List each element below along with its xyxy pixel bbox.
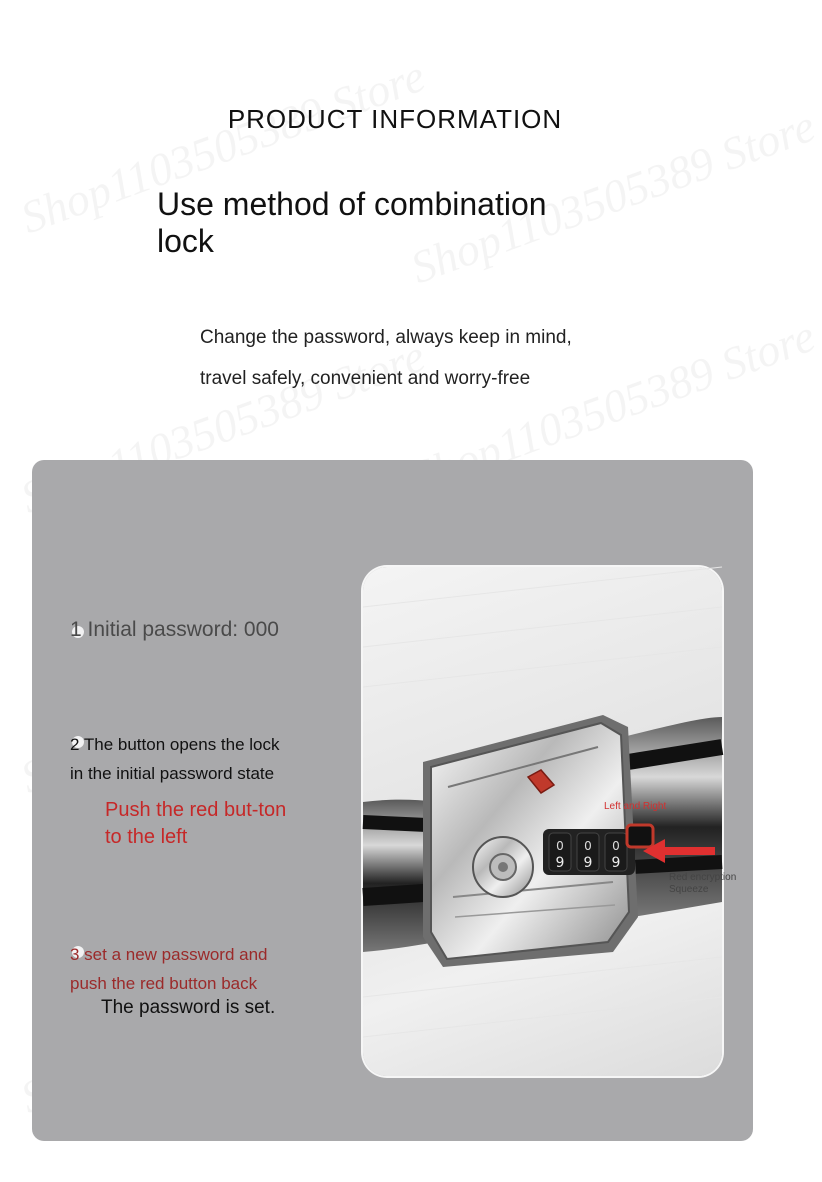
dial-digit: 9 [555,855,565,871]
dial-digit: 9 [611,855,621,871]
step-2-line-1: 2 The button opens the lock [70,735,280,754]
page-title: PRODUCT INFORMATION [227,104,563,134]
dial-digit: 0 [556,839,564,853]
step-2-text [70,730,280,788]
step-3-line-1: 3 set a new password and [70,945,268,964]
red-encryption-label-line-1: Red encryption [669,872,737,883]
dial-wheels [543,829,635,875]
slogan-line-1: Change the password, always keep in mind, [200,327,572,348]
step-3-line-2: push the red button back [70,974,258,993]
left-and-right-label: Left and Right [604,801,667,812]
step-3-tail: The password is set. [101,997,276,1018]
red-slide-button [627,825,653,847]
dial-digit: 0 [584,839,592,853]
dial-digit: 0 [612,839,620,853]
step-1-text: 1 Initial password: 000 [70,618,279,641]
section-subtitle: Use method of combination lock [157,186,547,259]
push-red-button-note: Push the red but-ton to the left [105,799,287,848]
red-encryption-label-line-2: Squeeze [669,884,709,895]
red-encryption-label [669,872,736,896]
step-3-text [70,940,268,998]
lock-photo [363,567,737,1076]
combination-lock-illustration [363,567,722,1076]
slogan-line-2: travel safely, convenient and worry-free [200,368,531,389]
step-2-line-2: in the initial password state [70,764,275,783]
dial-digit: 9 [583,855,593,871]
